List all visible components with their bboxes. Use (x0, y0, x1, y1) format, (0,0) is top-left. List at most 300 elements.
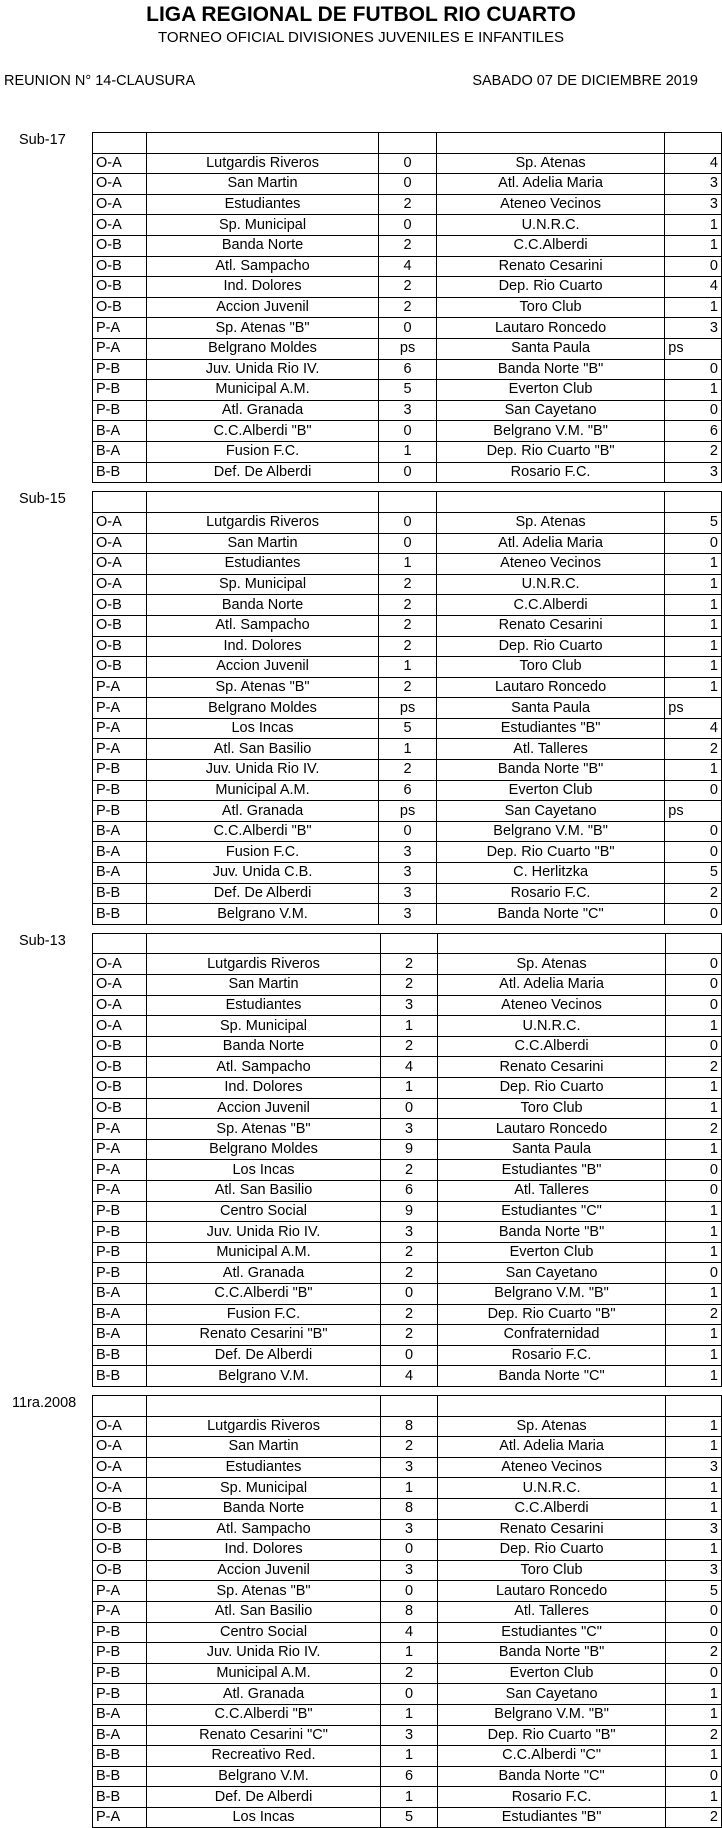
zone-cell: P-B (93, 359, 147, 380)
home-team-cell: Atl. Granada (146, 400, 379, 421)
home-score-cell: 2 (381, 1160, 438, 1181)
away-team-cell: Atl. Talleres (437, 1601, 665, 1622)
zone-cell: P-A (93, 1581, 147, 1602)
table-row (93, 1807, 722, 1828)
table-row (93, 1139, 722, 1160)
away-score-cell: 1 (666, 1283, 722, 1304)
home-team-cell: Banda Norte (146, 595, 379, 616)
results-table (92, 933, 722, 1387)
table-row (93, 1478, 722, 1499)
away-team-cell: C.C.Alberdi (436, 235, 664, 256)
away-score-cell: 0 (666, 1036, 722, 1057)
zone-cell: O-B (93, 297, 147, 318)
away-score-cell: 2 (665, 883, 722, 904)
away-score-cell: 1 (665, 554, 722, 575)
away-score-cell: 1 (666, 1540, 722, 1561)
away-score-cell: 1 (666, 1704, 722, 1725)
zone-cell: O-B (93, 1098, 147, 1119)
home-team-cell: Belgrano Moldes (146, 698, 379, 719)
zone-cell: O-B (93, 1078, 147, 1099)
home-score-cell: 0 (381, 1540, 438, 1561)
away-team-cell: C. Herlitzka (436, 863, 664, 884)
zone-cell: O-A (93, 1416, 147, 1437)
home-team-cell: Juv. Unida Rio IV. (146, 359, 379, 380)
home-team-cell: Juv. Unida C.B. (146, 863, 379, 884)
home-score-cell: 5 (379, 718, 437, 739)
away-team-cell: Atl. Talleres (436, 739, 664, 760)
zone-cell: P-A (93, 677, 147, 698)
away-score-cell: 1 (666, 1139, 722, 1160)
away-score-cell: 1 (666, 1366, 722, 1387)
table-row (93, 462, 722, 483)
zone-cell: B-A (93, 1325, 147, 1346)
away-score-cell: 1 (666, 1746, 722, 1767)
home-team-cell: Sp. Municipal (146, 574, 379, 595)
home-team-cell: San Martin (146, 975, 381, 996)
zone-cell: B-B (93, 1746, 147, 1767)
zone-cell: O-B (93, 256, 147, 277)
home-team-cell: Municipal A.M. (146, 1663, 381, 1684)
away-team-cell: Belgrano V.M. "B" (437, 1283, 665, 1304)
home-team-cell: Fusion F.C. (146, 441, 379, 462)
away-score-cell: 1 (665, 636, 722, 657)
results-table (92, 1395, 722, 1828)
home-team-cell: Def. De Alberdi (146, 1345, 381, 1366)
home-team-cell: Los Incas (146, 1807, 381, 1828)
table-row (93, 533, 722, 554)
home-team-cell: Estudiantes (146, 194, 379, 215)
zone-cell: O-A (93, 995, 147, 1016)
away-team-cell: Dep. Rio Cuarto "B" (436, 441, 664, 462)
home-team-cell: Estudiantes (146, 995, 381, 1016)
home-team-cell: Ind. Dolores (146, 277, 379, 298)
table-row (93, 421, 722, 442)
table-row (93, 1498, 722, 1519)
away-score-cell: 5 (666, 1581, 722, 1602)
away-team-cell: Lautaro Roncedo (437, 1581, 665, 1602)
table-row (93, 574, 722, 595)
home-team-cell: Def. De Alberdi (146, 883, 379, 904)
header-cell (379, 492, 437, 513)
home-team-cell: Juv. Unida Rio IV. (146, 1222, 381, 1243)
away-score-cell: 0 (666, 1766, 722, 1787)
table-row (93, 338, 722, 359)
home-team-cell: Estudiantes (146, 554, 379, 575)
header-cell (665, 133, 722, 154)
away-team-cell: Banda Norte "B" (437, 1643, 665, 1664)
away-score-cell: 1 (666, 1325, 722, 1346)
home-team-cell: Banda Norte (146, 235, 379, 256)
away-team-cell: Renato Cesarini (436, 256, 664, 277)
home-team-cell: Sp. Atenas "B" (146, 318, 379, 339)
home-team-cell: Accion Juvenil (146, 1560, 381, 1581)
table-row (93, 554, 722, 575)
home-team-cell: Estudiantes (146, 1457, 381, 1478)
table-row (93, 297, 722, 318)
home-team-cell: Lutgardis Riveros (146, 153, 379, 174)
home-score-cell: 1 (381, 1478, 438, 1499)
zone-cell: P-B (93, 1643, 147, 1664)
header-cell (666, 933, 722, 954)
zone-cell: O-B (93, 1519, 147, 1540)
away-score-cell: 2 (666, 1304, 722, 1325)
home-score-cell: 4 (381, 1366, 438, 1387)
header-cell (437, 933, 665, 954)
home-score-cell: 0 (379, 533, 437, 554)
zone-cell: B-A (93, 842, 147, 863)
home-team-cell: Municipal A.M. (146, 1242, 381, 1263)
home-score-cell: 1 (379, 441, 437, 462)
zone-cell: P-B (93, 1263, 147, 1284)
away-score-cell: 1 (665, 760, 722, 781)
zone-cell: P-A (93, 1807, 147, 1828)
away-score-cell: 5 (665, 512, 722, 533)
home-score-cell: 2 (379, 194, 437, 215)
away-team-cell: San Cayetano (437, 1684, 665, 1705)
table-row (93, 1684, 722, 1705)
home-team-cell: Accion Juvenil (146, 297, 379, 318)
away-team-cell: Banda Norte "B" (436, 760, 664, 781)
away-score-cell: 0 (665, 904, 722, 925)
away-team-cell: Sp. Atenas (436, 512, 664, 533)
table-header-row (93, 133, 722, 154)
away-score-cell: 2 (665, 739, 722, 760)
table-row (93, 842, 722, 863)
header-cell (436, 492, 664, 513)
away-team-cell: Rosario F.C. (437, 1345, 665, 1366)
away-score-cell: 1 (666, 1098, 722, 1119)
home-score-cell: ps (379, 338, 437, 359)
away-team-cell: Banda Norte "C" (436, 904, 664, 925)
home-team-cell: Atl. Granada (146, 801, 379, 822)
away-score-cell: 3 (666, 1560, 722, 1581)
away-score-cell: 0 (666, 1263, 722, 1284)
home-score-cell: 1 (379, 739, 437, 760)
zone-cell: B-B (93, 1345, 147, 1366)
home-score-cell: 3 (381, 1119, 438, 1140)
header-cell (379, 133, 437, 154)
zone-cell: B-A (93, 441, 147, 462)
zone-cell: O-A (93, 975, 147, 996)
home-team-cell: C.C.Alberdi "B" (146, 421, 379, 442)
zone-cell: B-A (93, 1704, 147, 1725)
table-row (93, 739, 722, 760)
table-row (93, 1766, 722, 1787)
away-team-cell: Estudiantes "C" (437, 1201, 665, 1222)
away-score-cell: 2 (666, 1725, 722, 1746)
header-cell (665, 492, 722, 513)
away-team-cell: U.N.R.C. (437, 1478, 665, 1499)
table-row (93, 153, 722, 174)
away-team-cell: Santa Paula (436, 698, 664, 719)
home-score-cell: 0 (381, 1684, 438, 1705)
zone-cell: P-B (93, 1663, 147, 1684)
home-score-cell: 2 (379, 297, 437, 318)
zone-cell: B-B (93, 1366, 147, 1387)
table-row (93, 277, 722, 298)
header-cell (666, 1396, 722, 1417)
away-score-cell: 0 (666, 1663, 722, 1684)
away-score-cell: ps (665, 698, 722, 719)
away-score-cell: 2 (666, 1057, 722, 1078)
header-cell (381, 933, 438, 954)
table-row (93, 1643, 722, 1664)
table-row (93, 1325, 722, 1346)
zone-cell: P-A (93, 718, 147, 739)
home-team-cell: Lutgardis Riveros (146, 512, 379, 533)
home-score-cell: 1 (379, 554, 437, 575)
away-team-cell: Banda Norte "B" (436, 359, 664, 380)
zone-cell: P-A (93, 1160, 147, 1181)
table-row (93, 1345, 722, 1366)
home-team-cell: Def. De Alberdi (146, 1787, 381, 1808)
away-team-cell: Dep. Rio Cuarto "B" (437, 1304, 665, 1325)
away-score-cell: 1 (665, 380, 722, 401)
table-row (93, 1160, 722, 1181)
away-score-cell: 1 (666, 1478, 722, 1499)
home-score-cell: 0 (379, 421, 437, 442)
away-score-cell: 0 (666, 1601, 722, 1622)
home-score-cell: 4 (381, 1057, 438, 1078)
away-score-cell: 1 (666, 1437, 722, 1458)
away-team-cell: Rosario F.C. (437, 1787, 665, 1808)
home-team-cell: Atl. San Basilio (146, 739, 379, 760)
away-team-cell: Ateneo Vecinos (436, 194, 664, 215)
zone-cell: O-B (93, 1057, 147, 1078)
home-score-cell: 3 (381, 1222, 438, 1243)
zone-cell: O-A (93, 174, 147, 195)
home-team-cell: Ind. Dolores (146, 1540, 381, 1561)
home-score-cell: 2 (381, 975, 438, 996)
home-score-cell: 2 (381, 1242, 438, 1263)
away-score-cell: 0 (666, 1160, 722, 1181)
home-team-cell: Belgrano V.M. (146, 904, 379, 925)
away-team-cell: Toro Club (437, 1560, 665, 1581)
home-score-cell: 2 (379, 760, 437, 781)
home-score-cell: 1 (381, 1704, 438, 1725)
away-score-cell: 4 (665, 718, 722, 739)
home-team-cell: Def. De Alberdi (146, 462, 379, 483)
away-team-cell: Belgrano V.M. "B" (436, 421, 664, 442)
zone-cell: O-B (93, 615, 147, 636)
home-score-cell: 4 (379, 256, 437, 277)
home-score-cell: 2 (381, 1304, 438, 1325)
away-team-cell: Everton Club (436, 380, 664, 401)
table-row (93, 1581, 722, 1602)
zone-cell: P-B (93, 1684, 147, 1705)
table-row (93, 995, 722, 1016)
away-score-cell: 0 (665, 533, 722, 554)
table-row (93, 1560, 722, 1581)
category-label: Sub-15 (19, 491, 66, 508)
away-team-cell: Atl. Adelia Maria (437, 1437, 665, 1458)
zone-cell: P-A (93, 338, 147, 359)
zone-cell: O-B (93, 1540, 147, 1561)
away-score-cell: 3 (665, 318, 722, 339)
home-score-cell: 8 (381, 1498, 438, 1519)
table-row (93, 975, 722, 996)
table-row (93, 1663, 722, 1684)
home-score-cell: 2 (379, 595, 437, 616)
away-team-cell: Confraternidad (437, 1325, 665, 1346)
zone-cell: O-A (93, 194, 147, 215)
zone-cell: P-B (93, 780, 147, 801)
away-team-cell: Dep. Rio Cuarto (436, 636, 664, 657)
zone-cell: O-A (93, 1016, 147, 1037)
away-score-cell: 3 (665, 174, 722, 195)
home-team-cell: Atl. Granada (146, 1684, 381, 1705)
away-team-cell: C.C.Alberdi (437, 1036, 665, 1057)
home-score-cell: 2 (379, 636, 437, 657)
home-score-cell: 0 (381, 1283, 438, 1304)
home-score-cell: 6 (379, 780, 437, 801)
home-score-cell: 6 (381, 1766, 438, 1787)
zone-cell: P-A (93, 1119, 147, 1140)
away-team-cell: Atl. Talleres (437, 1181, 665, 1202)
away-score-cell: 1 (665, 595, 722, 616)
away-score-cell: 5 (665, 863, 722, 884)
zone-cell: P-A (93, 1139, 147, 1160)
home-team-cell: Accion Juvenil (146, 657, 379, 678)
zone-cell: B-A (93, 863, 147, 884)
away-team-cell: Toro Club (437, 1098, 665, 1119)
table-row (93, 1746, 722, 1767)
away-score-cell: 1 (666, 1684, 722, 1705)
table-row (93, 780, 722, 801)
zone-cell: B-B (93, 1766, 147, 1787)
table-row (93, 1416, 722, 1437)
home-score-cell: ps (379, 698, 437, 719)
table-row (93, 1304, 722, 1325)
table-header-row (93, 1396, 722, 1417)
home-team-cell: Banda Norte (146, 1036, 381, 1057)
away-score-cell: 0 (666, 1181, 722, 1202)
zone-cell: P-B (93, 1222, 147, 1243)
away-score-cell: 1 (665, 657, 722, 678)
home-score-cell: 8 (381, 1601, 438, 1622)
date-label: SABADO 07 DE DICIEMBRE 2019 (472, 73, 698, 89)
table-row (93, 863, 722, 884)
category-label: Sub-13 (19, 932, 66, 949)
home-score-cell: 0 (381, 1345, 438, 1366)
home-score-cell: 3 (379, 400, 437, 421)
zone-cell: O-A (93, 554, 147, 575)
home-score-cell: 1 (381, 1078, 438, 1099)
table-row (93, 1119, 722, 1140)
away-score-cell: 1 (666, 1078, 722, 1099)
zone-cell: O-B (93, 1498, 147, 1519)
away-score-cell: 0 (666, 995, 722, 1016)
home-score-cell: 2 (381, 954, 438, 975)
results-table (92, 491, 722, 924)
away-score-cell: 0 (666, 954, 722, 975)
away-score-cell: 1 (665, 677, 722, 698)
home-score-cell: 0 (379, 462, 437, 483)
home-score-cell: 3 (381, 1457, 438, 1478)
results-table (92, 132, 722, 483)
table-row (93, 904, 722, 925)
table-row (93, 235, 722, 256)
away-score-cell: 2 (666, 1807, 722, 1828)
home-team-cell: Atl. Sampacho (146, 1057, 381, 1078)
away-score-cell: 1 (665, 235, 722, 256)
away-team-cell: Ateneo Vecinos (436, 554, 664, 575)
table-row (93, 174, 722, 195)
zone-cell: P-A (93, 318, 147, 339)
table-row (93, 194, 722, 215)
away-score-cell: 1 (666, 1016, 722, 1037)
zone-cell: O-B (93, 636, 147, 657)
home-score-cell: 0 (379, 153, 437, 174)
home-team-cell: Los Incas (146, 718, 379, 739)
away-team-cell: Estudiantes "B" (437, 1807, 665, 1828)
away-team-cell: Estudiantes "B" (437, 1160, 665, 1181)
home-team-cell: C.C.Alberdi "B" (146, 821, 379, 842)
away-team-cell: San Cayetano (436, 801, 664, 822)
home-score-cell: 9 (381, 1139, 438, 1160)
table-row (93, 1181, 722, 1202)
home-score-cell: 3 (379, 842, 437, 863)
away-team-cell: Estudiantes "C" (437, 1622, 665, 1643)
away-team-cell: Everton Club (437, 1663, 665, 1684)
home-team-cell: Lutgardis Riveros (146, 1416, 381, 1437)
away-score-cell: 1 (666, 1345, 722, 1366)
away-team-cell: Rosario F.C. (436, 883, 664, 904)
home-score-cell: 3 (381, 1519, 438, 1540)
home-team-cell: Atl. San Basilio (146, 1181, 381, 1202)
home-score-cell: ps (379, 801, 437, 822)
home-team-cell: Banda Norte (146, 1498, 381, 1519)
zone-cell: B-A (93, 1725, 147, 1746)
away-team-cell: Belgrano V.M. "B" (436, 821, 664, 842)
table-row (93, 1283, 722, 1304)
away-team-cell: Santa Paula (437, 1139, 665, 1160)
table-row (93, 1078, 722, 1099)
home-score-cell: 0 (379, 318, 437, 339)
away-score-cell: 6 (665, 421, 722, 442)
away-team-cell: Toro Club (436, 297, 664, 318)
zone-cell: O-A (93, 1437, 147, 1458)
away-team-cell: U.N.R.C. (436, 574, 664, 595)
away-team-cell: Everton Club (437, 1242, 665, 1263)
away-team-cell: Rosario F.C. (436, 462, 664, 483)
table-row (93, 215, 722, 236)
home-team-cell: Belgrano Moldes (146, 338, 379, 359)
home-team-cell: C.C.Alberdi "B" (146, 1283, 381, 1304)
table-row (93, 1457, 722, 1478)
zone-cell: O-A (93, 533, 147, 554)
zone-cell: P-B (93, 760, 147, 781)
home-team-cell: Lutgardis Riveros (146, 954, 381, 975)
table-row (93, 1519, 722, 1540)
away-team-cell: Lautaro Roncedo (436, 318, 664, 339)
page-title: LIGA REGIONAL DE FUTBOL RIO CUARTO (146, 3, 576, 26)
page-subtitle: TORNEO OFICIAL DIVISIONES JUVENILES E INFANTILES (158, 29, 564, 46)
table-row (93, 1036, 722, 1057)
zone-cell: O-A (93, 512, 147, 533)
away-team-cell: Banda Norte "C" (437, 1366, 665, 1387)
zone-cell: B-B (93, 883, 147, 904)
away-team-cell: Everton Club (436, 780, 664, 801)
away-team-cell: Ateneo Vecinos (437, 995, 665, 1016)
home-score-cell: 2 (381, 1263, 438, 1284)
zone-cell: B-B (93, 462, 147, 483)
header-cell (93, 133, 147, 154)
away-score-cell: 1 (665, 615, 722, 636)
home-score-cell: 2 (379, 235, 437, 256)
table-row (93, 1016, 722, 1037)
home-team-cell: Juv. Unida Rio IV. (146, 1643, 381, 1664)
